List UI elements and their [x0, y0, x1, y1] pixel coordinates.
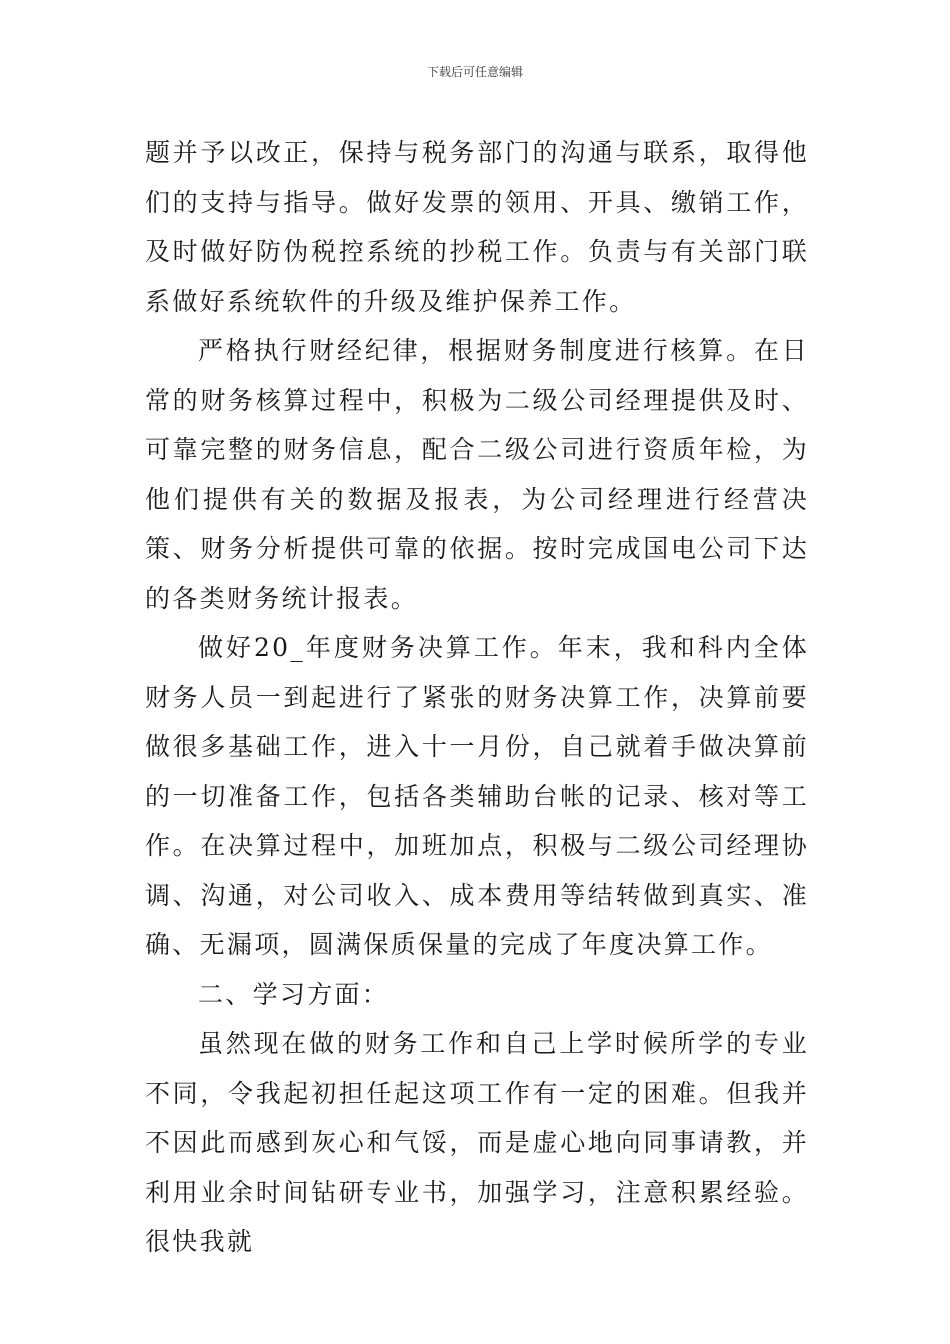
paragraph-tax-work: 题并予以改正，保持与税务部门的沟通与联系，取得他们的支持与指导。做好发票的领用、开具、缴销工作，及时做好防伪税控系统的抄税工作。负责与有关部门联系做好系统软件的升级及维护保养工作。 — [145, 138, 809, 316]
paragraph-annual-settlement: 做好20_年度财务决算工作。年末，我和科内全体财务人员一到起进行了紧张的财务决算工作，决算前要做很多基础工作，进入十一月份，自己就着手做决算前的一切准备工作，包括各类辅助台帐的记录、核对等工作。在决算过程中，加班加点，积极与二级公司经理协调、沟通，对公司收入、成本费用等结转做到真实、准确、无漏项，圆满保质保量的完成了年度决算工作。 — [145, 633, 809, 959]
document-body — [145, 128, 809, 1267]
paragraph-financial-discipline: 严格执行财经纪律，根据财务制度进行核算。在日常的财务核算过程中，积极为二级公司经理提供及时、可靠完整的财务信息，配合二级公司进行资质年检，为他们提供有关的数据及报表，为公司经理进行经营决策、财务分析提供可靠的依据。按时完成国电公司下达的各类财务统计报表。 — [145, 336, 809, 613]
page-header: 下载后可任意编辑 — [426, 65, 523, 79]
section-heading-study: 二、学习方面： — [198, 979, 390, 1009]
paragraph-study: 虽然现在做的财务工作和自己上学时候所学的专业不同，令我起初担任起这项工作有一定的困难。但我并不因此而感到灰心和气馁，而是虚心地向同事请教，并利用业余时间钻研专业书，加强学习，注意积累经验。很快我就 — [145, 1029, 809, 1256]
